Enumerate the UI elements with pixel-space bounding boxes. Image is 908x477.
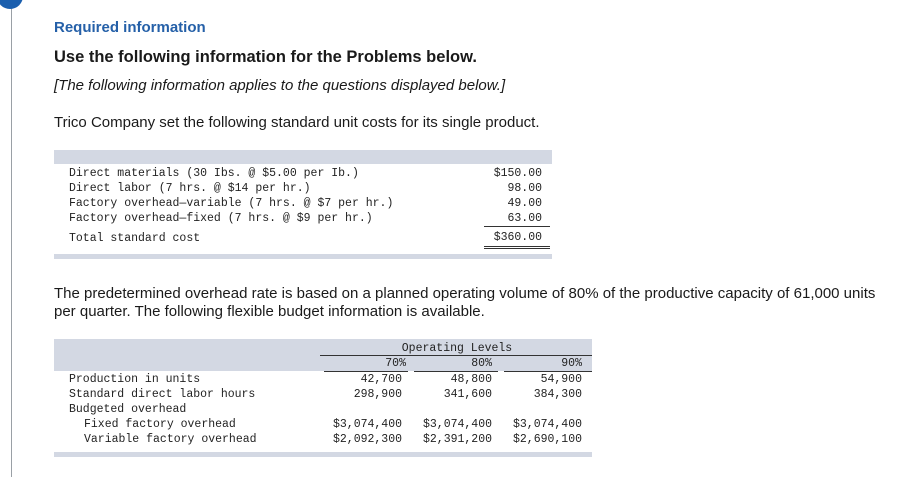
cost-row-label: Direct materials (30 Ibs. @ $5.00 per Ib.) xyxy=(69,167,359,180)
table-header-band xyxy=(54,150,552,164)
table-footer-band xyxy=(54,452,592,457)
overhead-row-label: Variable factory overhead xyxy=(84,433,257,446)
budget-cell: 54,900 xyxy=(540,373,582,386)
total-amount: $360.00 xyxy=(493,231,542,244)
overhead-paragraph: The predetermined overhead rate is based on a planned operating volume of 80% of the productive capacity of 61,000 units per quarter. The following flexible budget information is available. xyxy=(54,285,876,320)
cost-row-amount: $150.00 xyxy=(493,167,542,180)
budgeted-overhead-label: Budgeted overhead xyxy=(69,403,187,416)
budget-row-label: Production in units xyxy=(69,373,201,386)
required-information-title: Required information xyxy=(54,19,206,36)
total-double-underline xyxy=(484,246,550,247)
budget-cell: 42,700 xyxy=(360,373,402,386)
overhead-cell: $2,391,200 xyxy=(422,433,492,446)
cost-row-amount: 49.00 xyxy=(507,197,542,210)
intro-text: Trico Company set the following standard unit costs for its single product. xyxy=(54,114,540,131)
level-header: 80% xyxy=(471,357,492,370)
budget-cell: 341,600 xyxy=(443,388,492,401)
table-footer-band xyxy=(54,254,552,259)
budget-cell: 48,800 xyxy=(450,373,492,386)
problem-subnote: [The following information applies to the questions displayed below.] xyxy=(54,77,506,94)
subtotal-underline xyxy=(484,226,550,227)
total-label: Total standard cost xyxy=(69,232,201,245)
problem-heading: Use the following information for the Problems below. xyxy=(54,48,477,66)
cost-row-label: Direct labor (7 hrs. @ $14 per hr.) xyxy=(69,182,311,195)
budget-row-label: Standard direct labor hours xyxy=(69,388,256,401)
cost-row-amount: 98.00 xyxy=(507,182,542,195)
overhead-row-label: Fixed factory overhead xyxy=(84,418,236,431)
cost-row-amount: 63.00 xyxy=(507,212,542,225)
overhead-cell: $2,092,300 xyxy=(332,433,402,446)
left-border xyxy=(11,0,12,477)
cost-row-label: Factory overhead—fixed (7 hrs. @ $9 per hr.) xyxy=(69,212,373,225)
budget-cell: 298,900 xyxy=(353,388,402,401)
total-double-underline xyxy=(484,248,550,249)
overhead-cell: $3,074,400 xyxy=(332,418,402,431)
info-badge-icon xyxy=(0,0,23,9)
overhead-cell: $2,690,100 xyxy=(512,433,582,446)
budget-cell: 384,300 xyxy=(533,388,582,401)
overhead-cell: $3,074,400 xyxy=(512,418,582,431)
overhead-cell: $3,074,400 xyxy=(422,418,492,431)
cost-row-label: Factory overhead—variable (7 hrs. @ $7 per hr.) xyxy=(69,197,394,210)
level-header: 90% xyxy=(561,357,582,370)
operating-levels-header: Operating Levels xyxy=(401,342,513,355)
level-header: 70% xyxy=(385,357,406,370)
